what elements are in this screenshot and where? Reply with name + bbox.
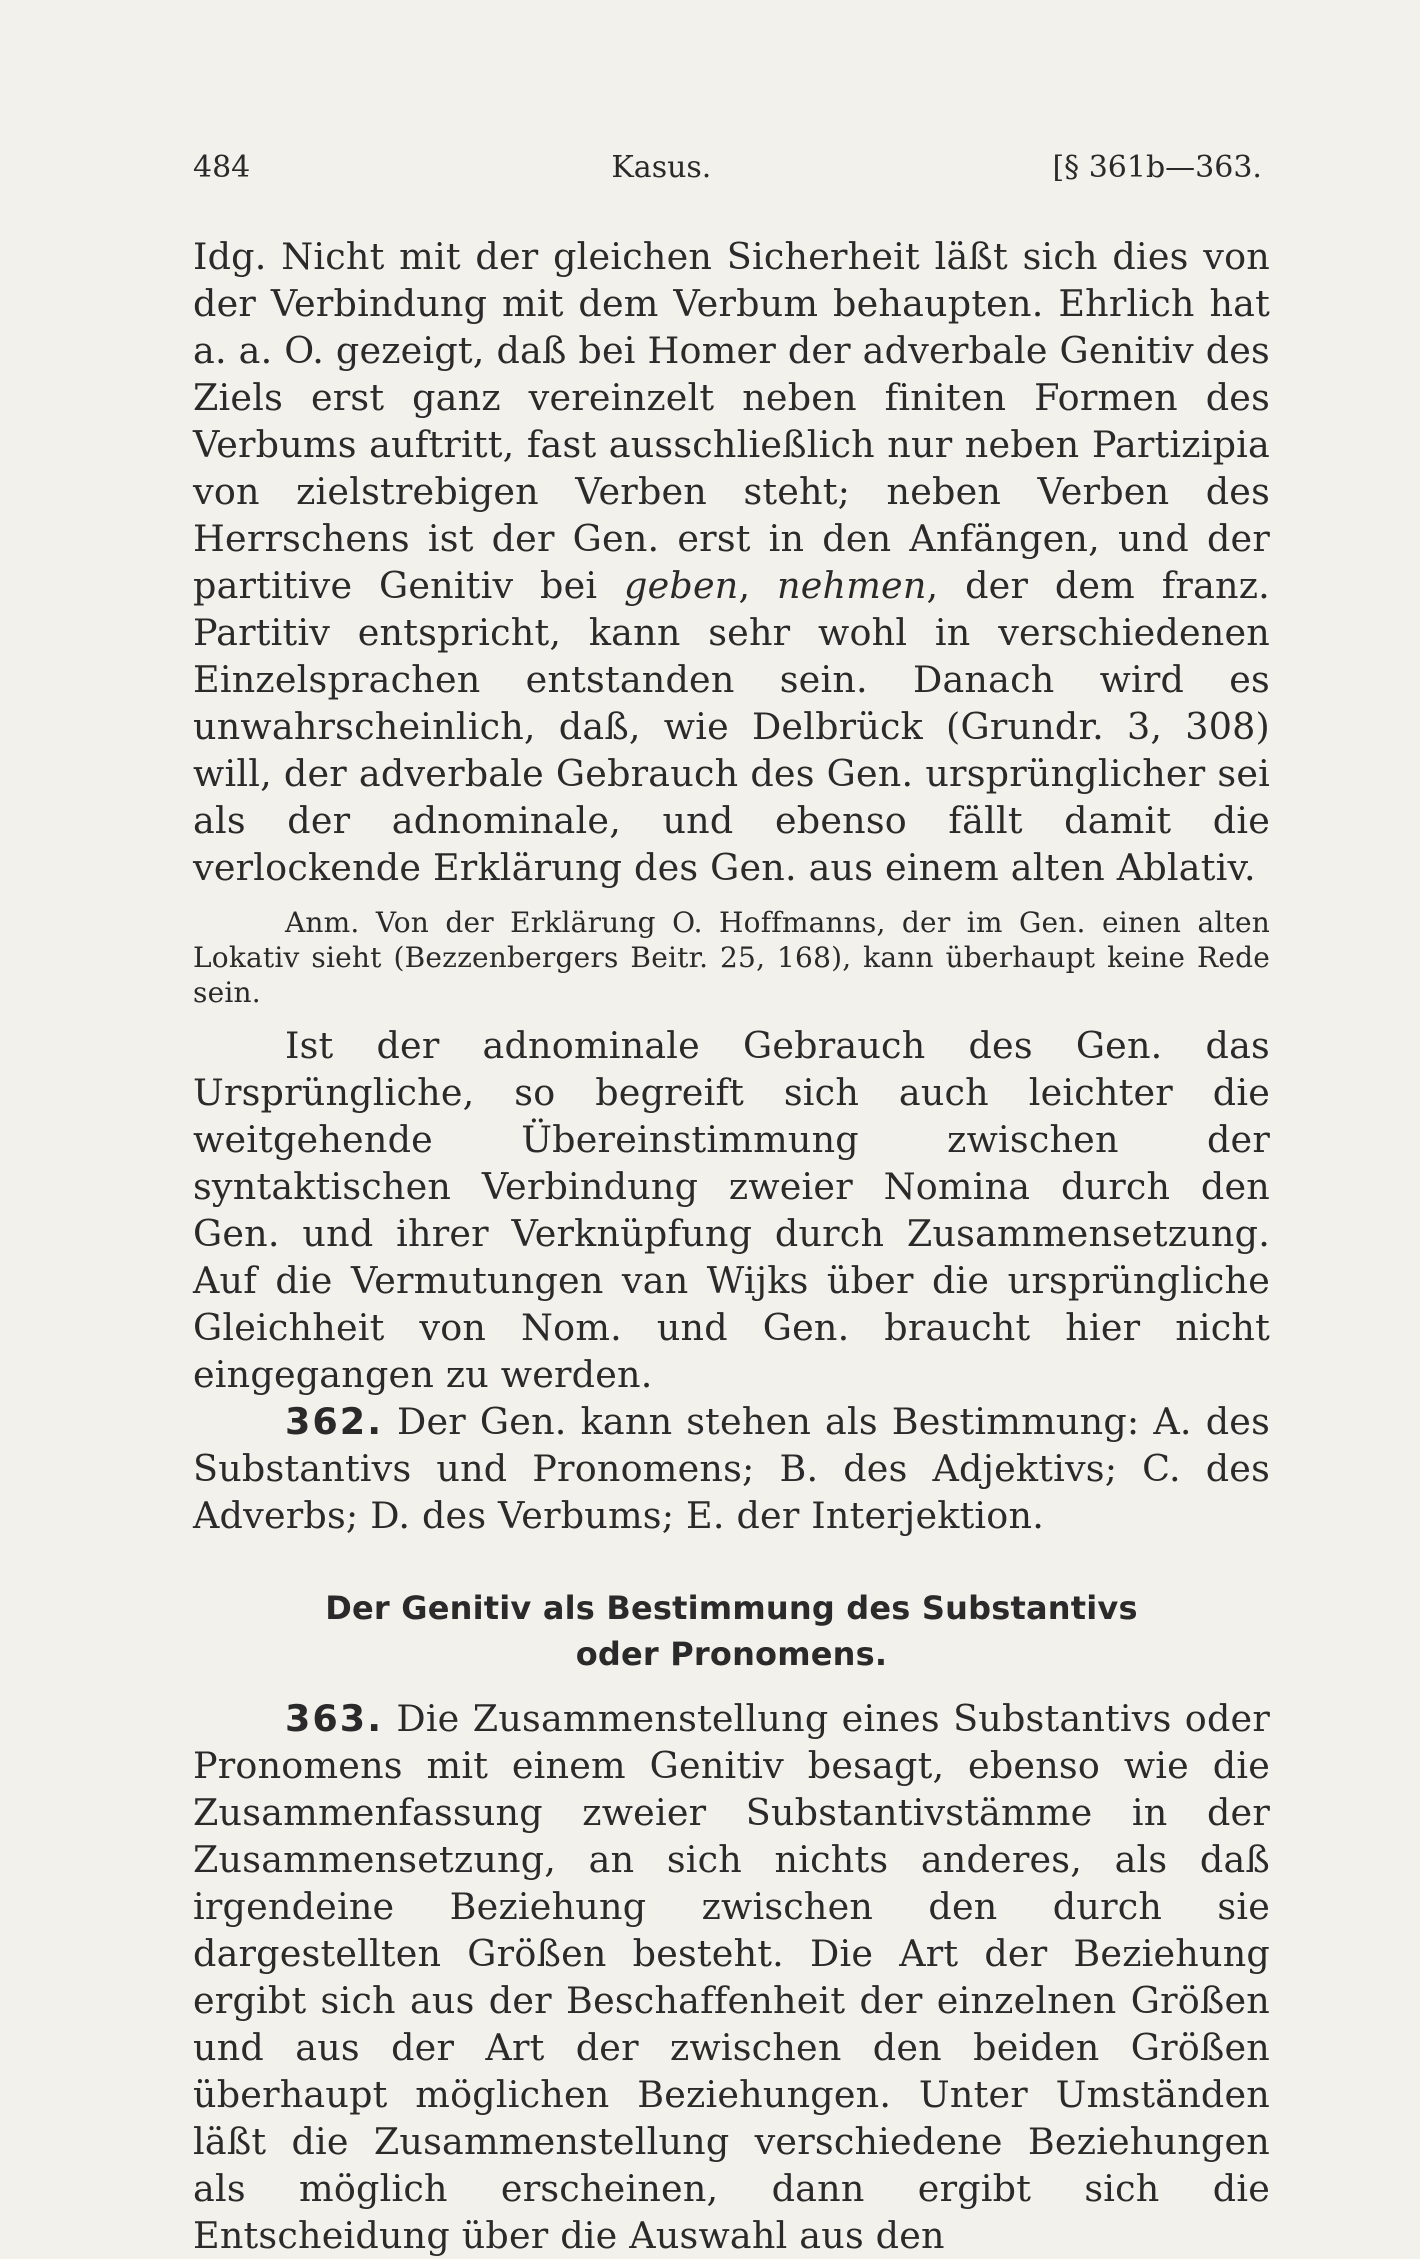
paragraph: Ist der adnominale Gebrauch des Gen. das Ursprüngliche, so begreift sich auch leichter die weitgehende Übereinstimmung zwischen der syntaktischen Verbindung zweier Nomina durch den Gen. und ihrer Verknüpfung durch Zusammensetzung. Auf die Vermutungen van Wijks über die ursprüngliche Gleichheit von Nom. und Gen. braucht hier nicht eingegangen zu werden. [193, 1024, 1270, 1396]
main-text [193, 233, 1270, 2259]
section-363 [193, 1695, 1270, 2259]
section-range: [§ 361b—363. [1052, 150, 1262, 185]
section-text: Die Zusammenstellung eines Substantivs oder Pronomens mit einem Genitiv besagt, ebenso wie die Zusammenfassung zweier Substantivstämme in der Zusammensetzung, an sich nichts anderes, als daß irgendeine Beziehung zwischen den durch sie dargestellten Größen besteht. Die Art der Beziehung ergibt sich aus der Beschaffenheit der einzelnen Größen und aus der Art der zwischen den beiden Größen überhaupt möglichen Beziehungen. Unter Umständen läßt die Zusammenstellung verschiedene Beziehungen als möglich erscheinen, dann ergibt sich die Entscheidung über die Auswahl aus den [193, 1697, 1270, 2257]
annotation-note [193, 905, 1270, 1010]
section-number: 363. [285, 1697, 384, 1740]
running-title: Kasus. [611, 150, 712, 185]
paragraph [193, 233, 1270, 891]
emphasis-text: nehmen [777, 564, 927, 607]
heading-line: Der Genitiv als Bestimmung des Substantivs [325, 1589, 1138, 1627]
note-text: Von der Erklärung O. Hoffmanns, der im Gen. einen alten Lokativ sieht (Bezzenbergers Beitr. 25, 168), kann überhaupt keine Rede sein. [193, 906, 1270, 1009]
page-number: 484 [193, 150, 251, 185]
emphasis-text: geben [624, 564, 739, 607]
note-label: Anm. [285, 906, 360, 939]
text-run: Idg. Nicht mit der gleichen Sicherheit läßt sich dies von der Verbindung mit dem Verbum behaupten. Ehrlich hat a. a. O. gezeigt, daß bei Homer der adverbale Genitiv des Ziels erst ganz vereinzelt neben finiten Formen des Verbums auftritt, fast ausschließlich nur neben Partizipia von zielstrebigen Verben steht; neben Verben des Herrschens ist der Gen. erst in den Anfängen, und der partitive Genitiv bei [193, 235, 1270, 607]
section-text: Der Gen. kann stehen als Bestimmung: A. des Substantivs und Pronomens; B. des Adjektivs; C. des Adverbs; D. des Verbums; E. der Interjektion. [193, 1400, 1270, 1537]
section-number: 362. [285, 1400, 384, 1443]
section-heading [193, 1585, 1270, 1677]
running-head [193, 150, 1270, 185]
text-run: , der dem franz. Partitiv entspricht, kann sehr wohl in verschiedenen Einzelsprachen entstanden sein. Danach wird es unwahrscheinlich, daß, wie Delbrück (Grundr. 3, 308) will, der adverbale Gebrauch des Gen. ursprünglicher sei als der adnominale, und ebenso fällt damit die verlockende Erklärung des Gen. aus einem alten Ablativ. [193, 564, 1270, 889]
text-run: , [738, 564, 777, 607]
section-362 [193, 1398, 1270, 1539]
heading-line: oder Pronomens. [575, 1635, 888, 1673]
